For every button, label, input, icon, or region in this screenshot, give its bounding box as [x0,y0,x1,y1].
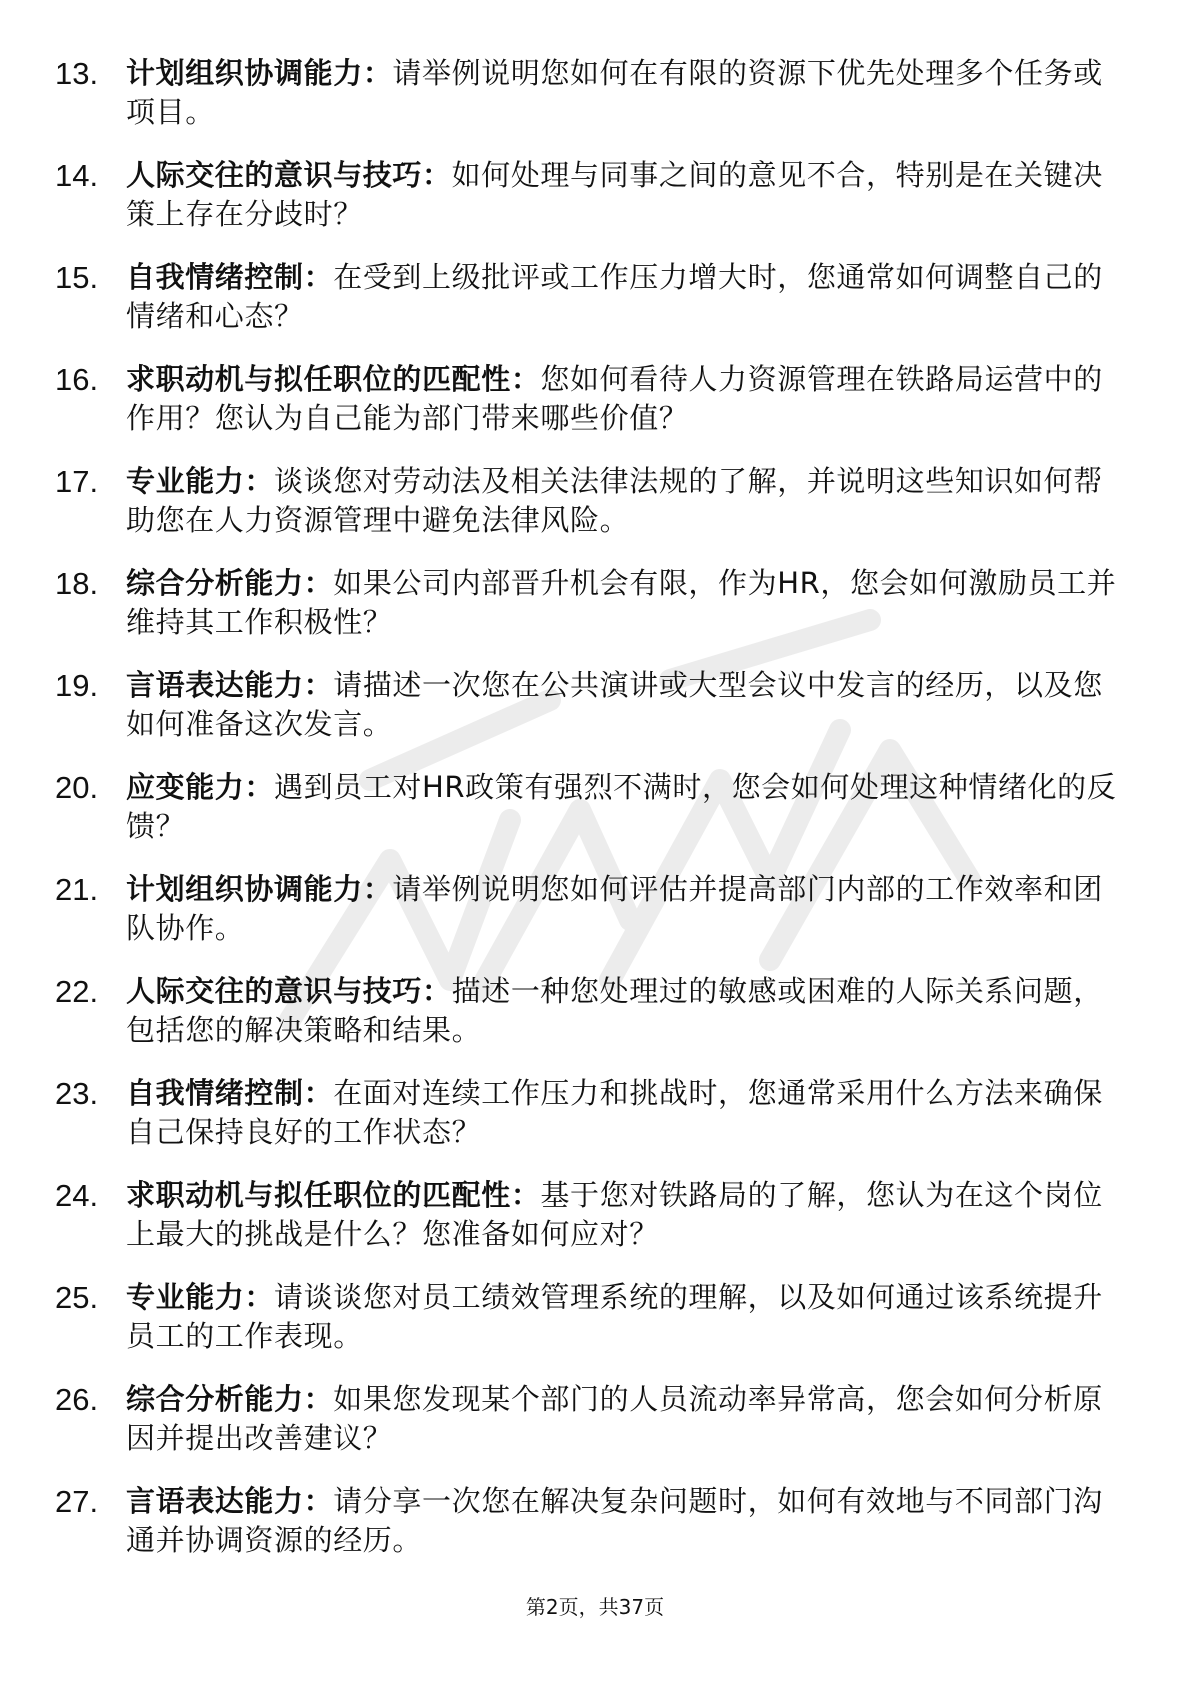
question-number: 25. [55,1280,99,1315]
category-separator: ： [303,1076,334,1110]
question-number: 26. [55,1382,99,1417]
question-number: 20. [55,770,99,805]
question-number: 27. [55,1484,99,1519]
question-category: 言语表达能力 [126,668,304,702]
question-number: 22. [55,974,99,1009]
question-text: 您如何看待人力资源管理在铁路局运营中的作用？您认为自己能为部门带来哪些价值？ [126,362,1103,435]
category-separator: ： [510,362,541,396]
category-separator: ： [244,464,275,498]
question-text: 谈谈您对劳动法及相关法律法规的了解，并说明这些知识如何帮助您在人力资源管理中避免法律风险。 [126,464,1103,537]
question-item [0,1374,1190,1476]
question-body [126,1074,1128,1152]
question-body [126,1176,1128,1254]
question-number: 16. [55,362,99,397]
question-category: 综合分析能力 [126,566,304,600]
question-body [126,972,1128,1050]
question-body [126,1482,1128,1560]
question-category: 自我情绪控制 [126,260,304,294]
question-item [0,252,1190,354]
question-item [0,48,1190,150]
question-item [0,1272,1190,1374]
question-body [126,768,1128,846]
category-separator: ： [422,974,452,1008]
question-category: 计划组织协调能力 [126,56,363,90]
question-text: 请举例说明您如何评估并提高部门内部的工作效率和团队协作。 [126,872,1103,945]
question-body [126,258,1128,336]
question-text: 如果您发现某个部门的人员流动率异常高，您会如何分析原因并提出改善建议？ [126,1382,1103,1455]
question-body [126,870,1128,948]
page-footer [0,1593,1190,1621]
question-body [126,156,1128,234]
question-item [0,456,1190,558]
question-body [126,1380,1128,1458]
question-number: 23. [55,1076,99,1111]
category-separator: ： [510,1178,541,1212]
question-category: 综合分析能力 [126,1382,304,1416]
question-number: 14. [55,158,99,193]
category-separator: ： [422,158,452,192]
question-text: 描述一种您处理过的敏感或困难的人际关系问题，包括您的解决策略和结果。 [126,974,1103,1047]
question-category: 专业能力 [126,464,245,498]
category-separator: ： [303,566,334,600]
question-text: 如果公司内部晋升机会有限，作为HR，您会如何激励员工并维持其工作积极性？ [126,566,1117,639]
question-item [0,1170,1190,1272]
question-item [0,1476,1190,1578]
category-separator: ： [303,1382,334,1416]
question-number: 19. [55,668,99,703]
category-separator: ： [303,668,334,702]
category-separator: ： [303,1484,334,1518]
question-body [126,666,1128,744]
category-separator: ： [362,56,393,90]
question-number: 18. [55,566,99,601]
question-text: 请举例说明您如何在有限的资源下优先处理多个任务或项目。 [126,56,1103,129]
question-category: 应变能力 [126,770,245,804]
category-separator: ： [303,260,334,294]
question-item [0,660,1190,762]
question-text: 请谈谈您对员工绩效管理系统的理解，以及如何通过该系统提升员工的工作表现。 [126,1280,1103,1353]
question-item [0,150,1190,252]
question-number: 13. [55,56,99,91]
question-text: 在受到上级批评或工作压力增大时，您通常如何调整自己的情绪和心态？ [126,260,1103,333]
question-item [0,1068,1190,1170]
category-separator: ： [362,872,393,906]
question-category: 计划组织协调能力 [126,872,363,906]
question-body [126,54,1128,132]
question-text: 在面对连续工作压力和挑战时，您通常采用什么方法来确保自己保持良好的工作状态？ [126,1076,1103,1149]
question-number: 24. [55,1178,99,1213]
question-category: 专业能力 [126,1280,245,1314]
question-text: 请分享一次您在解决复杂问题时，如何有效地与不同部门沟通并协调资源的经历。 [126,1484,1103,1557]
question-text: 请描述一次您在公共演讲或大型会议中发言的经历，以及您如何准备这次发言。 [126,668,1103,741]
question-category: 自我情绪控制 [126,1076,304,1110]
question-number: 15. [55,260,99,295]
category-separator: ： [244,770,275,804]
question-text: 基于您对铁路局的了解，您认为在这个岗位上最大的挑战是什么？您准备如何应对？ [126,1178,1103,1251]
question-category: 求职动机与拟任职位的匹配性 [126,1178,511,1212]
question-body [126,462,1128,540]
question-list [0,48,1190,1578]
question-category: 言语表达能力 [126,1484,304,1518]
question-category: 人际交往的意识与技巧 [126,974,423,1008]
question-category: 人际交往的意识与技巧 [126,158,423,192]
question-text: 遇到员工对HR政策有强烈不满时，您会如何处理这种情绪化的反馈？ [126,770,1117,843]
question-number: 21. [55,872,99,907]
question-item [0,354,1190,456]
page-indicator: 第2页，共37页 [525,1595,665,1619]
category-separator: ： [244,1280,275,1314]
question-item [0,864,1190,966]
question-number: 17. [55,464,99,499]
question-item [0,966,1190,1068]
question-item [0,762,1190,864]
question-body [126,360,1128,438]
question-body [126,564,1128,642]
question-item [0,558,1190,660]
question-category: 求职动机与拟任职位的匹配性 [126,362,511,396]
question-body [126,1278,1128,1356]
question-text: 如何处理与同事之间的意见不合，特别是在关键决策上存在分歧时？ [126,158,1103,231]
